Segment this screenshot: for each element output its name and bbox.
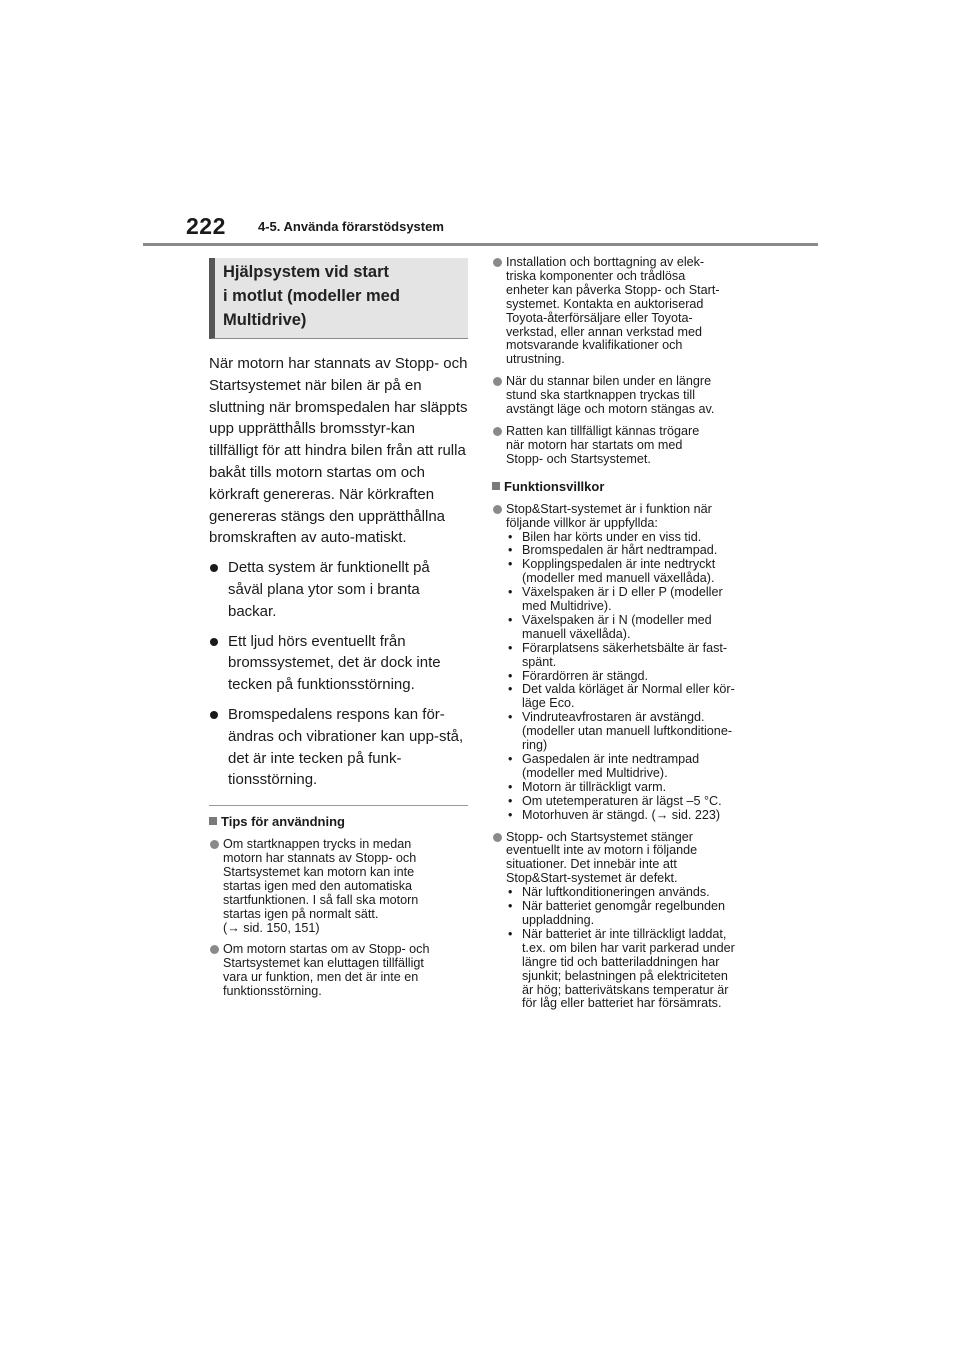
note-line: Toyota-återförsäljare eller Toyota- <box>506 310 693 325</box>
note-line: startas igen på normalt sätt. <box>223 906 379 921</box>
item-line: (modeller med manuell växellåda). <box>522 571 715 586</box>
item-line: Kopplingspedalen är inte nedtryckt <box>522 557 716 572</box>
tip-note <box>209 943 468 999</box>
conditions-note <box>492 831 762 1012</box>
item-line: (modeller utan manuell luftkonditione- <box>522 724 733 739</box>
item-line: När batteriet genomgår regelbunden <box>522 899 726 914</box>
circle-bullet-icon <box>493 427 502 436</box>
dot-bullet-icon: • <box>508 585 513 600</box>
condition-item <box>506 544 762 558</box>
square-bullet-icon <box>209 817 217 825</box>
bullet-item <box>209 557 468 622</box>
dot-bullet-icon: • <box>508 885 513 900</box>
note-line: motorn har stannats av Stopp- och <box>223 851 417 866</box>
item-line: Om utetemperaturen är lägst –5 °C. <box>522 793 722 808</box>
note-line: följande villkor är uppfyllda: <box>506 515 658 530</box>
note-line: Stop&Start-systemet är defekt. <box>506 871 678 886</box>
dot-bullet-icon: • <box>508 640 513 655</box>
dot-bullet-icon: • <box>508 612 513 627</box>
note-line: enheter kan påverka Stopp- och Start- <box>506 282 720 297</box>
dot-bullet-icon: • <box>508 926 513 941</box>
section-intro: När motorn har stannats av Stopp- och Startsystemet när bilen är på en sluttning när bromspedalen har släppts upp upprätthålls bromsstyr-kan tillfälligt för att hindra bilen från att rulla bakåt tills motorn startas om och körkraft genereras. När körkraften genereras stängs den upprätthållna bromskraften av auto-matiskt. <box>209 355 468 547</box>
tips-heading-text: Tips för användning <box>221 814 345 830</box>
page-number: 222 <box>186 213 226 239</box>
circle-bullet-icon <box>493 833 502 842</box>
item-line: för låg eller batteriet har försämrats. <box>522 996 722 1011</box>
square-bullet-icon <box>492 482 500 490</box>
bullet-dot-icon <box>210 711 218 719</box>
conditions-heading <box>492 479 762 495</box>
item-line: ring) <box>522 738 548 753</box>
note-line: Om motorn startas om av Stopp- och <box>223 942 430 957</box>
dot-bullet-icon: • <box>508 682 513 697</box>
condition-item <box>506 683 762 711</box>
item-line: Förardörren är stängd. <box>522 668 648 683</box>
note-line: stund ska startknappen tryckas till <box>506 388 695 403</box>
chapter-title: 4-5. Använda förarstödsystem <box>258 219 444 234</box>
bullet-text: Bromspedalens respons kan för-ändras och vibrationer kan upp-stå, det är inte tecken på funk-tionsstörning. <box>228 705 464 789</box>
dot-bullet-icon: • <box>508 779 513 794</box>
bullet-list <box>209 557 468 791</box>
condition-item <box>506 781 762 795</box>
dot-bullet-icon: • <box>508 807 513 822</box>
bullet-dot-icon <box>210 564 218 572</box>
note-line: avstängt läge och motorn stängas av. <box>506 402 715 417</box>
note-line: När du stannar bilen under en längre <box>506 374 712 389</box>
section-title-line: Multidrive) <box>223 311 307 329</box>
dot-bullet-icon: • <box>508 899 513 914</box>
note-line: eventuellt inte av motorn i följande <box>506 843 698 858</box>
item-line: Det valda körläget är Normal eller kör- <box>522 682 735 697</box>
condition-item <box>506 711 762 753</box>
left-column <box>209 258 468 999</box>
item-line: uppladdning. <box>522 912 595 927</box>
item-line: är hög; batterivätskans temperatur är <box>522 982 729 997</box>
item-line: manuell växellåda). <box>522 626 631 641</box>
tips-heading <box>209 814 468 830</box>
note-line: systemet. Kontakta en auktoriserad <box>506 296 704 311</box>
dot-bullet-icon: • <box>508 557 513 572</box>
conditions-note <box>492 503 762 823</box>
note-line: Startsystemet kan eluttagen tillfälligt <box>223 956 424 971</box>
bullet-dot-icon <box>210 638 218 646</box>
circle-bullet-icon <box>210 840 219 849</box>
note-line: Om startknappen trycks in medan <box>223 837 412 852</box>
condition-item <box>506 614 762 642</box>
dot-bullet-icon: • <box>508 543 513 558</box>
condition-item <box>506 886 762 900</box>
item-line: Motorhuven är stängd. (→ sid. 223) <box>522 807 721 822</box>
circle-bullet-icon <box>493 377 502 386</box>
note-line: Stop&Start-systemet är i funktion när <box>506 501 712 516</box>
note-line: Installation och borttagning av elek- <box>506 255 705 269</box>
condition-item <box>506 586 762 614</box>
note-line: triska komponenter och trådlösa <box>506 268 686 283</box>
dot-bullet-icon: • <box>508 793 513 808</box>
item-line: (modeller med Multidrive). <box>522 765 668 780</box>
note-line: verkstad, eller annan verkstad med <box>506 324 703 339</box>
dot-bullet-icon: • <box>508 529 513 544</box>
info-note <box>492 256 762 367</box>
note-line: när motorn har startats om med <box>506 437 683 452</box>
section-title-line: Hjälpsystem vid start <box>223 263 389 281</box>
circle-bullet-icon <box>493 505 502 514</box>
circle-bullet-icon <box>210 945 219 954</box>
condition-item <box>506 531 762 545</box>
condition-item <box>506 642 762 670</box>
item-line: t.ex. om bilen har varit parkerad under <box>522 940 735 955</box>
info-note <box>492 425 762 467</box>
item-line: Bilen har körts under en viss tid. <box>522 529 702 544</box>
dot-bullet-icon: • <box>508 752 513 766</box>
condition-item <box>506 795 762 809</box>
note-line: Stopp- och Startsystemet stänger <box>506 829 693 844</box>
circle-bullet-icon <box>493 258 502 267</box>
dot-bullet-icon: • <box>508 710 513 725</box>
section-heading-box <box>209 258 468 339</box>
bullet-item <box>209 704 468 791</box>
item-line: Växelspaken är i D eller P (modeller <box>522 585 723 600</box>
bullet-text: Ett ljud hörs eventuellt från bromssystemet, det är dock inte tecken på funktionsstörning. <box>228 632 441 694</box>
item-line: När batteriet är inte tillräckligt laddat, <box>522 926 727 941</box>
condition-item <box>506 670 762 684</box>
item-line: När luftkonditioneringen används. <box>522 885 710 900</box>
tip-note <box>209 838 468 935</box>
bullet-item <box>209 631 468 696</box>
item-line: Växelspaken är i N (modeller med <box>522 612 712 627</box>
note-line: (→ sid. 150, 151) <box>223 920 320 935</box>
right-column <box>492 256 762 1011</box>
condition-item <box>506 900 762 928</box>
note-line: Ratten kan tillfälligt kännas trögare <box>506 423 700 438</box>
condition-item <box>506 928 762 1011</box>
item-line: längre tid och batteriladdningen har <box>522 954 720 969</box>
tips-divider <box>209 805 468 806</box>
note-line: utrustning. <box>506 352 565 367</box>
note-line: motsvarande kvalifikationer och <box>506 338 683 353</box>
item-line: med Multidrive). <box>522 599 612 614</box>
note-line: funktionsstörning. <box>223 984 322 999</box>
note-line: situationer. Det innebär inte att <box>506 857 677 872</box>
note-line: startfunktionen. I så fall ska motorn <box>223 892 419 907</box>
info-note <box>492 375 762 417</box>
dot-bullet-icon: • <box>508 668 513 683</box>
note-line: Stopp- och Startsystemet. <box>506 451 651 466</box>
item-line: Vindruteavfrostaren är avstängd. <box>522 710 705 725</box>
note-line: startas igen med den automatiska <box>223 878 413 893</box>
condition-item <box>506 753 762 781</box>
header-rule <box>143 243 818 246</box>
condition-item <box>506 558 762 586</box>
condition-item <box>506 809 762 823</box>
note-line: Startsystemet kan motorn kan inte <box>223 864 415 879</box>
item-line: Förarplatsens säkerhetsbälte är fast- <box>522 640 728 655</box>
item-line: spänt. <box>522 654 557 669</box>
note-line: vara ur funktion, men det är inte en <box>223 970 419 985</box>
item-line: Motorn är tillräckligt varm. <box>522 779 667 794</box>
bullet-text: Detta system är funktionellt på såväl plana ytor som i branta backar. <box>228 559 430 620</box>
item-line: Bromspedalen är hårt nedtrampad. <box>522 543 718 558</box>
item-line: Gaspedalen är inte nedtrampad <box>522 752 700 766</box>
conditions-heading-text: Funktionsvillkor <box>504 478 605 494</box>
item-line: sjunkit; belastningen på elektriciteten <box>522 968 728 983</box>
item-line: läge Eco. <box>522 696 575 711</box>
section-title-line: i motlut (modeller med <box>223 287 400 305</box>
